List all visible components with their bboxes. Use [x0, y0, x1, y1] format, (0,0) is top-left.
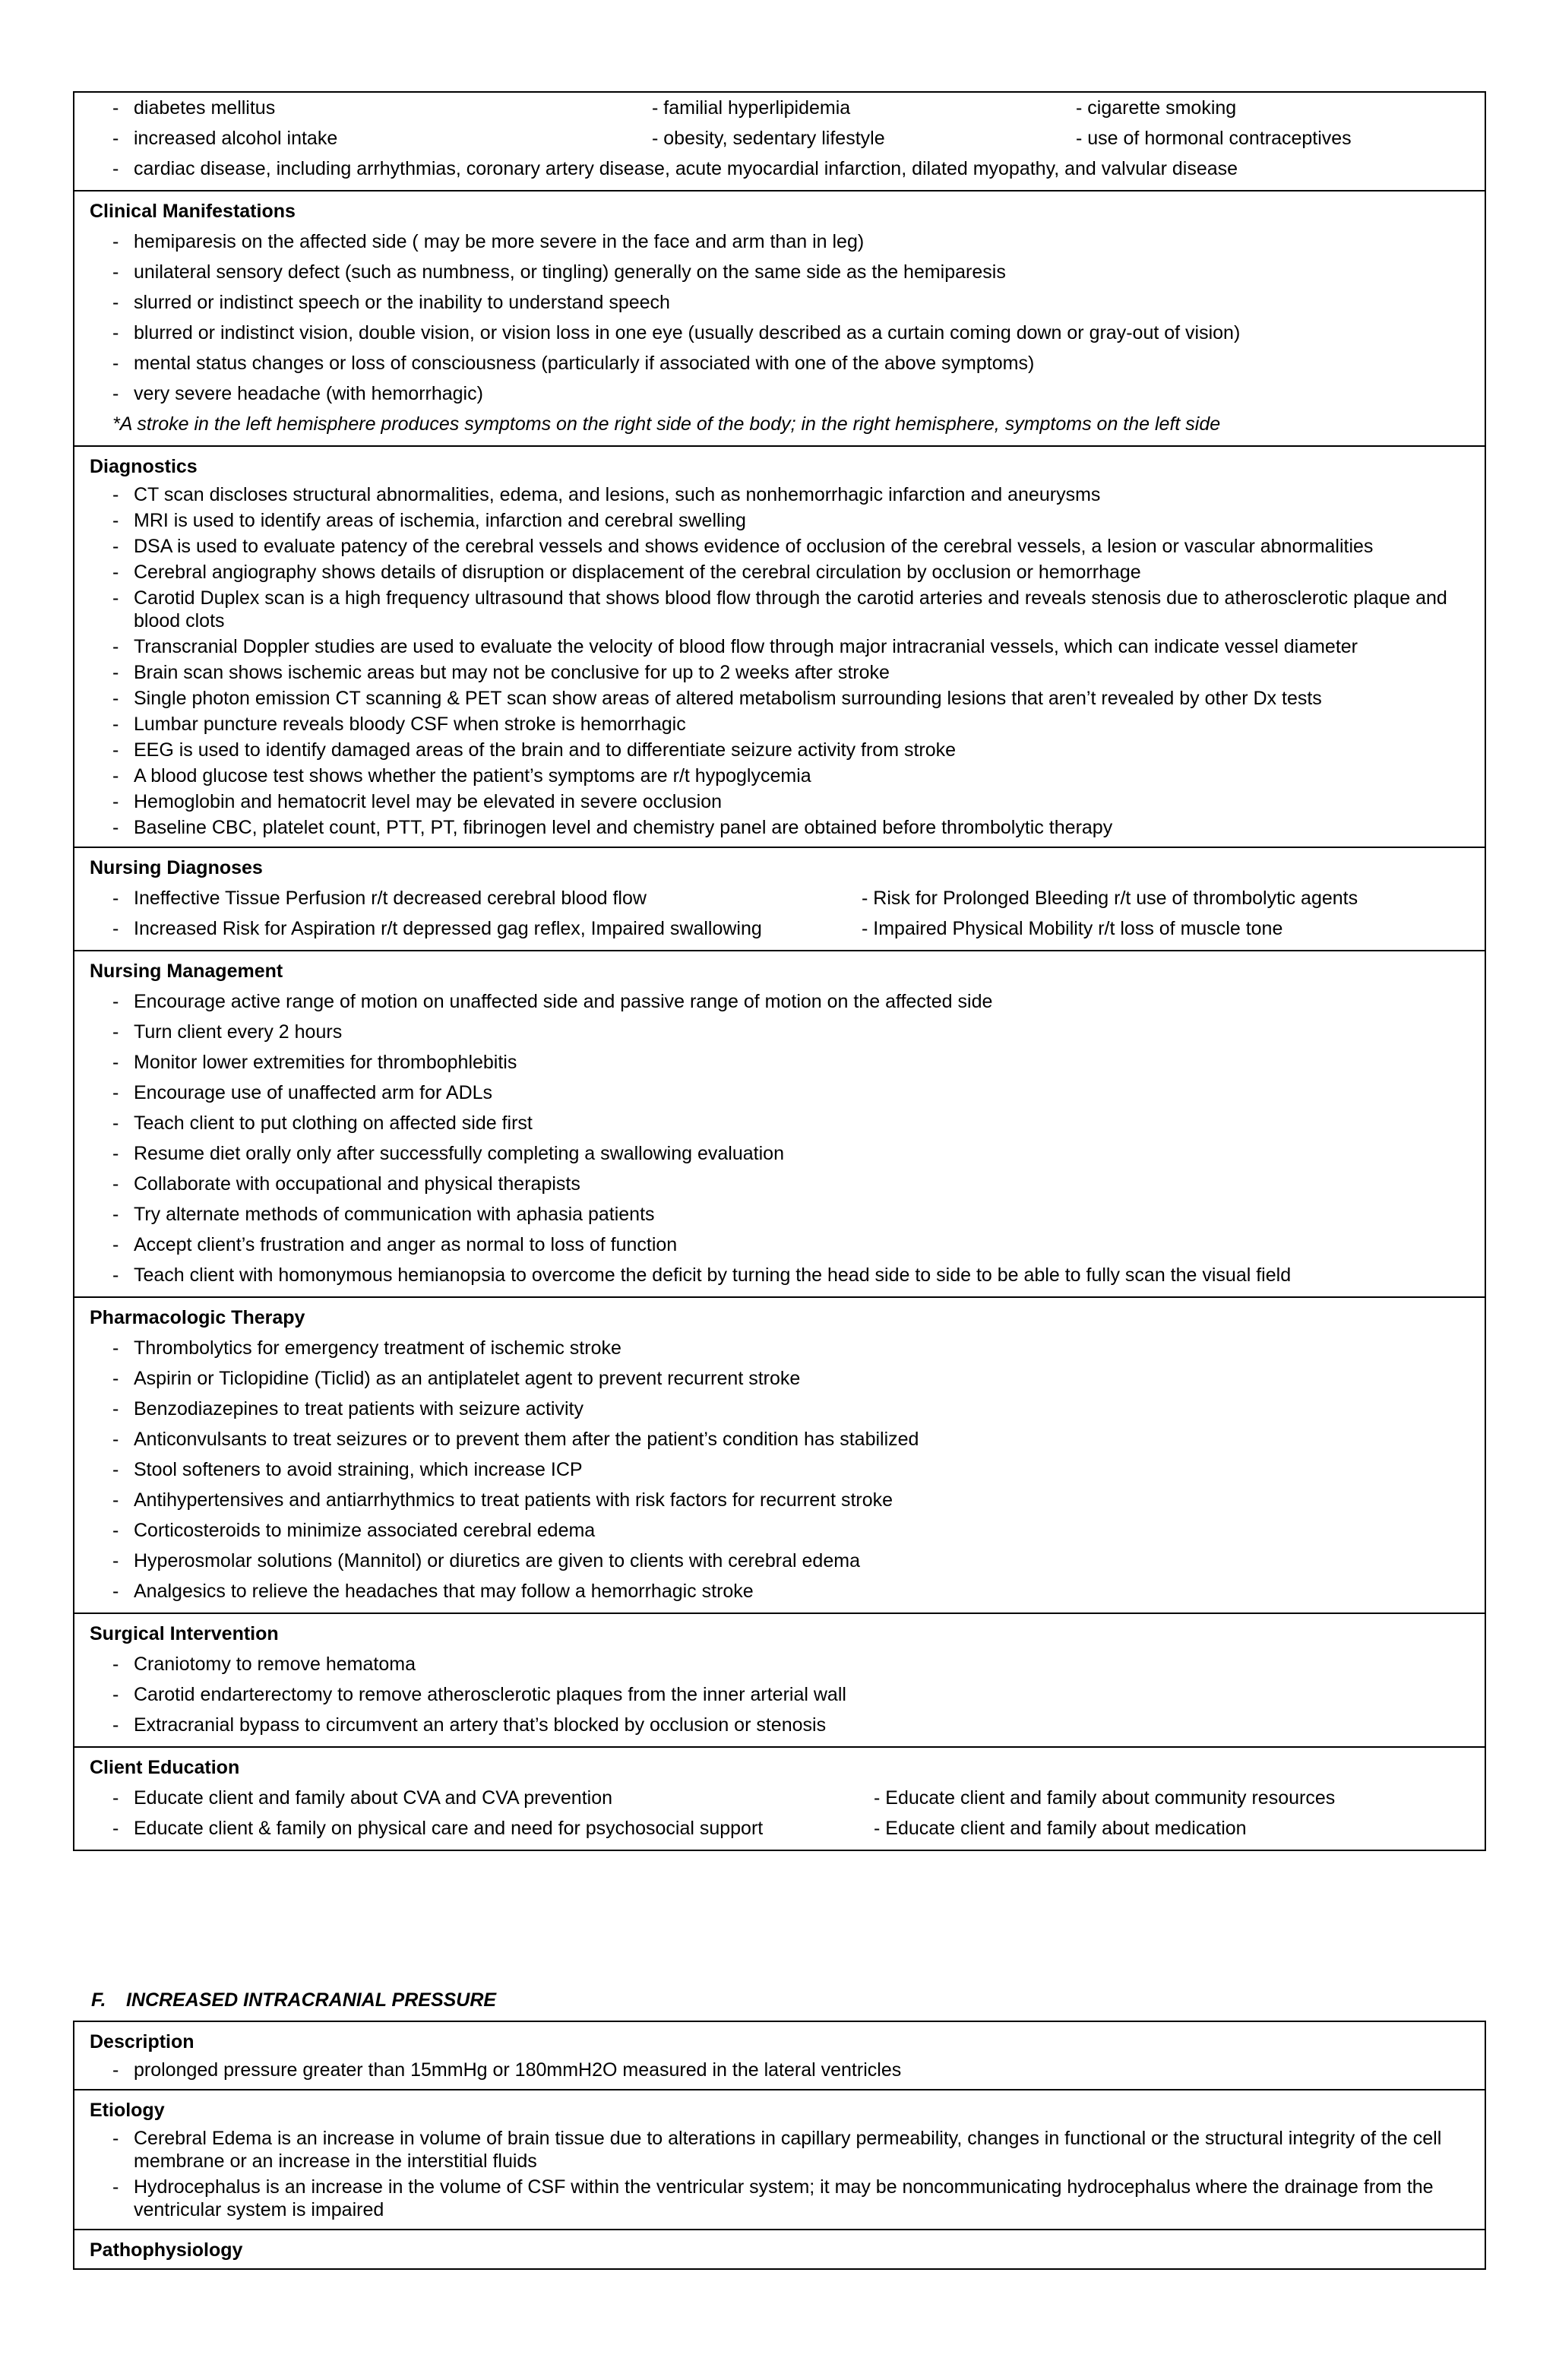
list-item: - Carotid endarterectomy to remove atherosclerotic plaques from the inner arterial wall: [90, 1679, 1485, 1710]
client-education-row: - Educate client and family about CVA and CVA prevention - Educate client and family about community resources: [90, 1783, 1485, 1813]
list-item: - Teach client to put clothing on affected side first: [90, 1108, 1485, 1138]
nursing-diagnosis: - Risk for Prolonged Bleeding r/t use of thrombolytic agents: [862, 888, 1358, 909]
section-title: Description: [90, 2031, 194, 2052]
list-item: - DSA is used to evaluate patency of the cerebral vessels and shows evidence of occlusion of the cerebral vessels, a lesion or vascular abnormalities: [90, 533, 1485, 559]
description-section: [74, 2022, 1485, 2089]
risk-factors-section: [74, 93, 1485, 190]
list-item: - CT scan discloses structural abnormalities, edema, and lesions, such as nonhemorrhagic infarction and aneurysms: [90, 482, 1485, 508]
list-item: - hemiparesis on the affected side ( may be more severe in the face and arm than in leg): [90, 226, 1485, 257]
section-title: Clinical Manifestations: [90, 201, 296, 222]
section-title: Nursing Management: [90, 961, 283, 982]
list-item: - Brain scan shows ischemic areas but may not be conclusive for up to 2 weeks after stroke: [90, 660, 1485, 685]
list-item: - Cerebral angiography shows details of disruption or displacement of the cerebral circulation by occlusion or hemorrhage: [90, 559, 1485, 585]
education-item: - Educate client and family about medication: [874, 1818, 1247, 1839]
surgical-intervention-list: [90, 1649, 1485, 1740]
list-item: - Cerebral Edema is an increase in volume of brain tissue due to alterations in capillary permeability, changes in functional or the structural integrity of the cell membrane or an increase in the interstitial fluids: [90, 2125, 1485, 2174]
risk-factor: diabetes mellitus: [134, 97, 276, 119]
list-item: - Extracranial bypass to circumvent an artery that’s blocked by occlusion or stenosis: [90, 1710, 1485, 1740]
etiology-list: [90, 2125, 1485, 2223]
nursing-diagnosis: Ineffective Tissue Perfusion r/t decreased cerebral blood flow: [134, 888, 647, 909]
list-item: - unilateral sensory defect (such as numbness, or tingling) generally on the same side as the hemiparesis: [90, 257, 1485, 287]
pathophysiology-section: [74, 2229, 1485, 2268]
list-item: - Stool softeners to avoid straining, which increase ICP: [90, 1454, 1485, 1485]
list-item: - Collaborate with occupational and physical therapists: [90, 1169, 1485, 1199]
risk-factor-row: - cardiac disease, including arrhythmias, coronary artery disease, acute myocardial infarction, dilated myopathy, and valvular disease: [90, 153, 1485, 184]
education-item: - Educate client and family about community resources: [874, 1787, 1336, 1809]
list-item: - Craniotomy to remove hematoma: [90, 1649, 1485, 1679]
surgical-intervention-section: [74, 1613, 1485, 1746]
section-title: Etiology: [90, 2100, 165, 2121]
section-title: Diagnostics: [90, 456, 198, 477]
list-item: - Thrombolytics for emergency treatment of ischemic stroke: [90, 1333, 1485, 1363]
list-item: - Resume diet orally only after successfully completing a swallowing evaluation: [90, 1138, 1485, 1169]
nursing-diagnosis: Increased Risk for Aspiration r/t depressed gag reflex, Impaired swallowing: [134, 918, 762, 939]
list-item: - Turn client every 2 hours: [90, 1017, 1485, 1047]
list-item: - Single photon emission CT scanning & PET scan show areas of altered metabolism surrounding lesions that aren’t revealed by other Dx tests: [90, 685, 1485, 711]
pharmacologic-therapy-list: [90, 1333, 1485, 1606]
list-item: - Carotid Duplex scan is a high frequency ultrasound that shows blood flow through the carotid arteries and reveals stenosis due to atherosclerotic plaque and blood clots: [90, 585, 1485, 634]
client-education-row: - Educate client & family on physical care and need for psychosocial support - Educate client and family about medication: [90, 1813, 1485, 1844]
list-item: - Encourage active range of motion on unaffected side and passive range of motion on the affected side: [90, 986, 1485, 1017]
risk-factor: cardiac disease, including arrhythmias, coronary artery disease, acute myocardial infarction, dilated myopathy, and valvular disease: [134, 158, 1238, 179]
risk-factor-row: - diabetes mellitus - familial hyperlipidemia - cigarette smoking: [90, 93, 1485, 123]
list-item: - Teach client with homonymous hemianopsia to overcome the deficit by turning the head side to side to be able to fully scan the visual field: [90, 1260, 1485, 1290]
list-item: - mental status changes or loss of consciousness (particularly if associated with one of the above symptoms): [90, 348, 1485, 378]
section-heading-text: INCREASED INTRACRANIAL PRESSURE: [126, 1989, 497, 2011]
list-item: - Hemoglobin and hematocrit level may be elevated in severe occlusion: [90, 789, 1485, 815]
list-item: - MRI is used to identify areas of ischemia, infarction and cerebral swelling: [90, 508, 1485, 533]
nursing-diagnosis-row: - Increased Risk for Aspiration r/t depressed gag reflex, Impaired swallowing - Impaired Physical Mobility r/t loss of muscle tone: [90, 913, 1485, 944]
list-item: - Lumbar puncture reveals bloody CSF when stroke is hemorrhagic: [90, 711, 1485, 737]
risk-factor-row: - increased alcohol intake - obesity, sedentary lifestyle - use of hormonal contraceptives: [90, 123, 1485, 153]
section-heading: [91, 1985, 496, 2015]
risk-factor: - cigarette smoking: [1076, 97, 1237, 119]
list-item: - slurred or indistinct speech or the inability to understand speech: [90, 287, 1485, 318]
clinical-manifestations-list: [90, 226, 1485, 409]
section-title: Surgical Intervention: [90, 1623, 279, 1644]
risk-factor: - use of hormonal contraceptives: [1076, 128, 1352, 149]
section-title: Pathophysiology: [90, 2239, 243, 2261]
section-title: Nursing Diagnoses: [90, 857, 263, 878]
education-item: Educate client & family on physical care and need for psychosocial support: [134, 1818, 764, 1839]
list-item: - blurred or indistinct vision, double vision, or vision loss in one eye (usually described as a curtain coming down or gray-out of vision): [90, 318, 1485, 348]
etiology-section: [74, 2089, 1485, 2229]
list-item: - Encourage use of unaffected arm for ADLs: [90, 1078, 1485, 1108]
pharmacologic-therapy-section: [74, 1296, 1485, 1613]
list-item: - Anticonvulsants to treat seizures or to prevent them after the patient’s condition has stabilized: [90, 1424, 1485, 1454]
diagnostics-section: [74, 445, 1485, 847]
list-item: - Benzodiazepines to treat patients with seizure activity: [90, 1394, 1485, 1424]
nursing-diagnosis: - Impaired Physical Mobility r/t loss of muscle tone: [862, 918, 1283, 939]
education-item: Educate client and family about CVA and CVA prevention: [134, 1787, 613, 1809]
list-item: - prolonged pressure greater than 15mmHg or 180mmH2O measured in the lateral ventricles: [90, 2057, 1485, 2083]
list-item: - Monitor lower extremities for thrombophlebitis: [90, 1047, 1485, 1078]
nursing-management-section: [74, 950, 1485, 1296]
section-letter: F.: [91, 1989, 106, 2011]
icp-table: [73, 2021, 1486, 2270]
nursing-diagnoses-section: [74, 847, 1485, 950]
cva-table: [73, 91, 1486, 1851]
risk-factor: - familial hyperlipidemia: [652, 97, 851, 119]
risk-factor: - obesity, sedentary lifestyle: [652, 128, 885, 149]
section-title: Client Education: [90, 1757, 240, 1778]
risk-factor: increased alcohol intake: [134, 128, 338, 149]
clinical-manifestations-section: [74, 190, 1485, 445]
list-item: - Hydrocephalus is an increase in the volume of CSF within the ventricular system; it may be noncommunicating hydrocephalus where the drainage from the ventricular system is impaired: [90, 2174, 1485, 2223]
client-education-section: [74, 1746, 1485, 1850]
list-item: - Corticosteroids to minimize associated cerebral edema: [90, 1515, 1485, 1546]
list-item: - very severe headache (with hemorrhagic): [90, 378, 1485, 409]
list-item: - Aspirin or Ticlopidine (Ticlid) as an antiplatelet agent to prevent recurrent stroke: [90, 1363, 1485, 1394]
hemisphere-note: *A stroke in the left hemisphere produces symptoms on the right side of the body; in the right hemisphere, symptoms on the left side: [112, 413, 1221, 435]
description-list: [90, 2057, 1485, 2083]
list-item: - Accept client’s frustration and anger as normal to loss of function: [90, 1230, 1485, 1260]
section-title: Pharmacologic Therapy: [90, 1307, 305, 1328]
nursing-diagnosis-row: - Ineffective Tissue Perfusion r/t decreased cerebral blood flow - Risk for Prolonged Bleeding r/t use of thrombolytic agents: [90, 883, 1485, 913]
list-item: - Try alternate methods of communication with aphasia patients: [90, 1199, 1485, 1230]
list-item: - Antihypertensives and antiarrhythmics to treat patients with risk factors for recurrent stroke: [90, 1485, 1485, 1515]
list-item: - Baseline CBC, platelet count, PTT, PT, fibrinogen level and chemistry panel are obtained before thrombolytic therapy: [90, 815, 1485, 840]
list-item: - A blood glucose test shows whether the patient’s symptoms are r/t hypoglycemia: [90, 763, 1485, 789]
list-item: - EEG is used to identify damaged areas of the brain and to differentiate seizure activity from stroke: [90, 737, 1485, 763]
list-item: - Transcranial Doppler studies are used to evaluate the velocity of blood flow through major intracranial vessels, which can indicate vessel diameter: [90, 634, 1485, 660]
list-item: - Hyperosmolar solutions (Mannitol) or diuretics are given to clients with cerebral edema: [90, 1546, 1485, 1576]
nursing-management-list: [90, 986, 1485, 1290]
list-item: - Analgesics to relieve the headaches that may follow a hemorrhagic stroke: [90, 1576, 1485, 1606]
diagnostics-list: [90, 482, 1485, 840]
